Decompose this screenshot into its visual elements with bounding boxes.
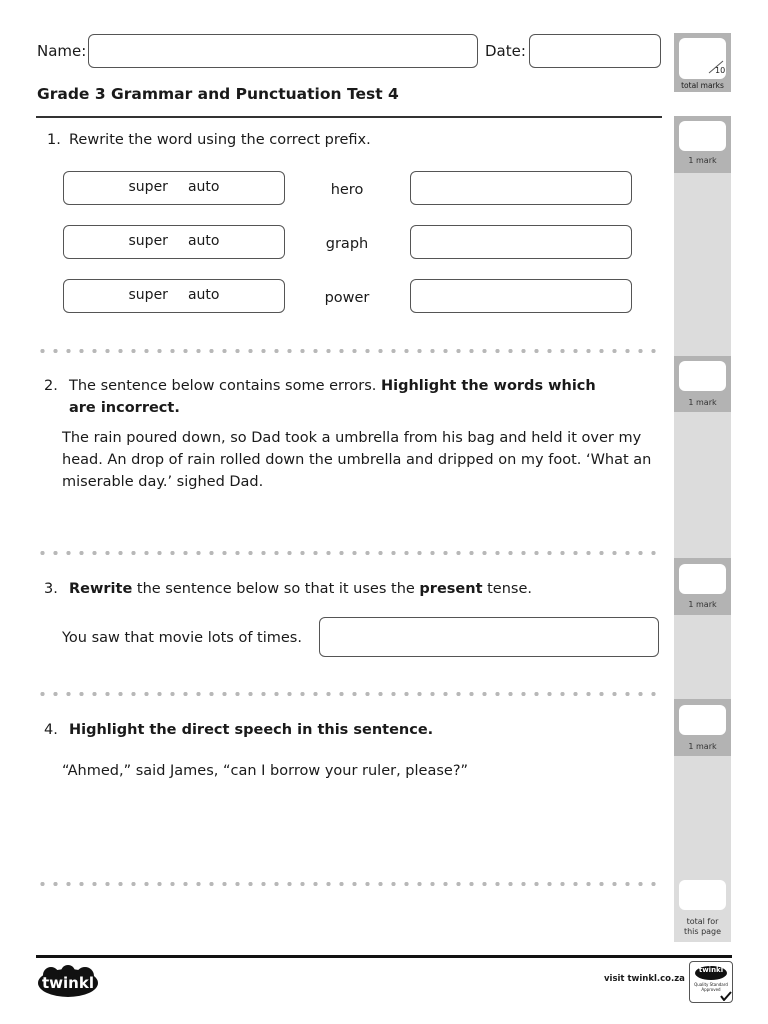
title-divider	[36, 116, 662, 118]
prefix-option[interactable]: auto	[187, 179, 220, 195]
q3-sentence: You saw that movie lots of times.	[62, 630, 302, 646]
q2-instruction	[69, 375, 609, 419]
name-field[interactable]	[88, 34, 478, 68]
badge-line1: Quality Standard	[694, 982, 728, 987]
q3-instruction	[69, 578, 532, 600]
badge-brand: twinkl	[698, 966, 724, 974]
q1-prefix-box-3	[63, 279, 285, 313]
date-field[interactable]	[529, 34, 661, 68]
q3-mark-label: 1 mark	[688, 600, 717, 609]
q1-mark-label: 1 mark	[688, 156, 717, 165]
q1-root-word-2: graph	[325, 236, 369, 252]
logo-text: twinkl	[42, 974, 94, 992]
marks-sidebar	[674, 116, 731, 942]
section-divider	[36, 692, 662, 696]
page-title: Grade 3 Grammar and Punctuation Test 4	[37, 85, 399, 103]
q2-number: 2.	[44, 378, 58, 394]
q1-answer-box-1[interactable]	[410, 171, 632, 205]
total-marks-panel	[674, 33, 731, 92]
q1-number: 1.	[47, 132, 61, 148]
page-total-box[interactable]	[679, 880, 726, 910]
q1-text: Rewrite the word using the correct prefix.	[69, 132, 371, 148]
q1-answer-box-2[interactable]	[410, 225, 632, 259]
q3-bold-2: present	[419, 581, 483, 597]
prefix-option[interactable]: super	[128, 179, 168, 195]
q2-text-bold: Highlight the words which are incorrect.	[69, 378, 596, 416]
section-divider	[36, 882, 662, 886]
q4-mark-label: 1 mark	[688, 742, 717, 751]
q3-text-2: tense.	[487, 581, 533, 597]
q4-instruction: Highlight the direct speech in this sentence.	[69, 722, 434, 738]
prefix-option[interactable]: auto	[187, 233, 220, 249]
date-label: Date:	[485, 42, 526, 60]
q3-number: 3.	[44, 581, 58, 597]
q2-mark-label: 1 mark	[688, 398, 717, 407]
q3-bold-1: Rewrite	[69, 581, 133, 597]
quality-badge	[689, 961, 733, 1003]
q2-passage[interactable]: The rain poured down, so Dad took a umbrella from his bag and held it over my head. An drop of rain rolled down the umbrella and dripped on my foot. ‘What an miserable day.’ sighed Dad.	[62, 430, 652, 490]
total-marks-value: 10	[715, 66, 726, 75]
total-marks-box[interactable]	[679, 38, 726, 79]
q1-answer-box-3[interactable]	[410, 279, 632, 313]
badge-line2: Approved	[701, 987, 721, 992]
page-total-label	[674, 917, 731, 937]
page-total-line1: total for	[686, 917, 719, 926]
q4-number: 4.	[44, 722, 58, 738]
section-divider	[36, 349, 662, 353]
prefix-option[interactable]: auto	[187, 287, 220, 303]
q2-mark-box[interactable]	[679, 361, 726, 391]
twinkl-logo	[37, 965, 99, 999]
visit-link[interactable]: visit twinkl.co.za	[604, 974, 685, 984]
q3-answer-box[interactable]	[319, 617, 659, 657]
name-label: Name:	[37, 42, 87, 60]
page-total-line2: this page	[683, 927, 722, 936]
q3-text-1: the sentence below so that it uses the	[136, 581, 415, 597]
prefix-option[interactable]: super	[128, 233, 168, 249]
footer-divider	[36, 955, 732, 958]
q4-mark-box[interactable]	[679, 705, 726, 735]
q4-sentence[interactable]: “Ahmed,” said James, “can I borrow your ruler, please?”	[62, 763, 469, 779]
q1-root-word-3: power	[324, 290, 370, 306]
q1-mark-box[interactable]	[679, 121, 726, 151]
q3-mark-box[interactable]	[679, 564, 726, 594]
q1-prefix-box-2	[63, 225, 285, 259]
q2-text: The sentence below contains some errors.	[69, 378, 377, 394]
section-divider	[36, 551, 662, 555]
checkmark-icon	[720, 991, 732, 1001]
total-marks-label: total marks	[681, 81, 724, 90]
q1-root-word-1: hero	[330, 182, 364, 198]
q1-prefix-box-1	[63, 171, 285, 205]
prefix-option[interactable]: super	[128, 287, 168, 303]
